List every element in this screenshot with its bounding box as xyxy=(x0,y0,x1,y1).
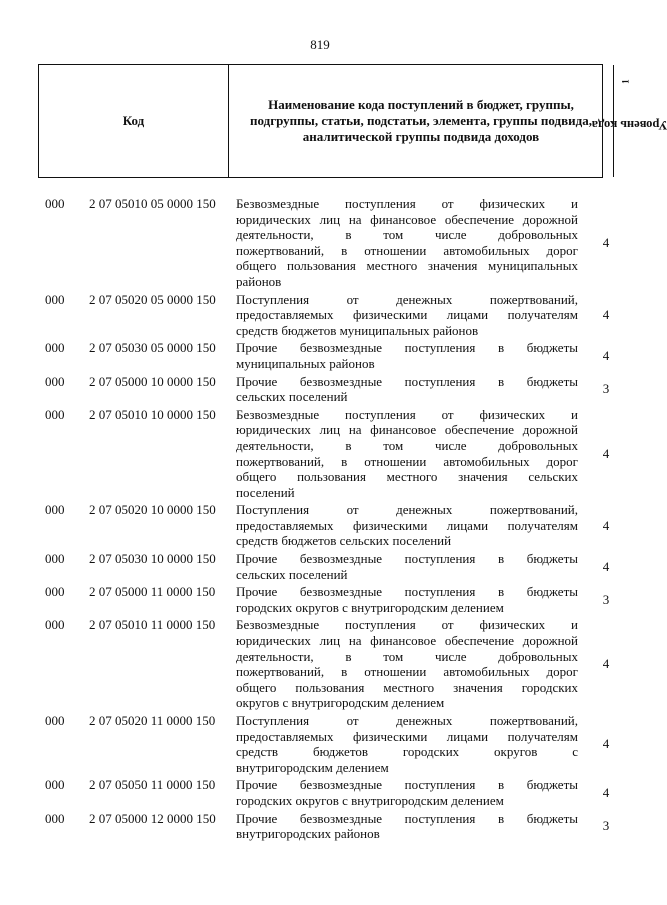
row-name-line: Прочие безвозмездные поступления в бюджеты xyxy=(236,777,578,793)
row-name xyxy=(236,374,578,405)
row-name-line: Прочие безвозмездные поступления в бюджеты xyxy=(236,340,578,356)
table-row xyxy=(0,811,640,842)
table-row xyxy=(0,551,640,582)
row-name-line: пожертвований, в отношении автомобильных дорог xyxy=(236,242,578,258)
row-name-line: Безвозмездные поступления от физических и xyxy=(236,617,578,633)
row-admin-code: 000 xyxy=(45,373,65,389)
row-level: 3 xyxy=(602,381,610,397)
row-level: 4 xyxy=(602,558,610,574)
row-admin-code: 000 xyxy=(45,777,65,793)
row-level: 3 xyxy=(602,818,610,834)
row-level: 4 xyxy=(602,307,610,323)
row-admin-code: 000 xyxy=(45,291,65,307)
table-row xyxy=(0,407,640,501)
table-row xyxy=(0,196,640,290)
header-code: Код xyxy=(39,65,229,177)
row-name xyxy=(236,292,578,339)
row-name xyxy=(236,617,578,711)
row-level: 4 xyxy=(602,785,610,801)
row-admin-code: 000 xyxy=(45,551,65,567)
row-name-line: городских округов с внутригородским делением xyxy=(236,792,504,808)
row-code: 2 07 05000 12 0000 150 xyxy=(89,810,216,826)
page-number: 819 xyxy=(310,37,330,52)
row-level: 4 xyxy=(602,234,610,250)
row-name-line: деятельности, в том числе добровольных xyxy=(236,437,578,453)
row-name-line: общего пользования местного значения муниципальных xyxy=(236,258,578,274)
row-name-line: сельских поселений xyxy=(236,566,348,582)
table-row xyxy=(0,502,640,549)
row-name xyxy=(236,340,578,371)
row-name-line: Поступления от денежных пожертвований, xyxy=(236,502,578,518)
row-name-line: Безвозмездные поступления от физических и xyxy=(236,406,578,422)
row-admin-code: 000 xyxy=(45,810,65,826)
row-name-line: предоставляемых физическими лицами получателям xyxy=(236,517,578,533)
row-name-line: внутригородских районов xyxy=(236,826,380,842)
row-name xyxy=(236,196,578,290)
row-name-line: общего пользования местного значения городских xyxy=(236,679,578,695)
row-name-line: общего пользования местного значения сельских xyxy=(236,469,578,485)
row-admin-code: 000 xyxy=(45,406,65,422)
header-name: Наименование кода поступлений в бюджет, группы, подгруппы, статьи, подстатьи, элемента, группы подвида, аналитической группы подвида доходов xyxy=(229,65,614,177)
row-name-line: средств бюджетов сельских поселений xyxy=(236,533,452,549)
table-row xyxy=(0,617,640,711)
row-code: 2 07 05050 11 0000 150 xyxy=(89,777,216,793)
row-name xyxy=(236,551,578,582)
row-code: 2 07 05010 10 0000 150 xyxy=(89,406,216,422)
table-row xyxy=(0,584,640,615)
row-name xyxy=(236,584,578,615)
table-row xyxy=(0,777,640,808)
table-row xyxy=(0,374,640,405)
row-name xyxy=(236,502,578,549)
row-name-line: районов xyxy=(236,273,282,289)
row-admin-code: 000 xyxy=(45,502,65,518)
header-level-text: Уровень кода xyxy=(591,117,667,132)
row-name-line: пожертвований, в отношении автомобильных дорог xyxy=(236,453,578,469)
row-admin-code: 000 xyxy=(45,340,65,356)
row-name-line: Прочие безвозмездные поступления в бюджеты xyxy=(236,584,578,600)
row-name-line: предоставляемых физическими лицами получателям xyxy=(236,307,578,323)
row-name xyxy=(236,811,578,842)
row-name-line: предоставляемых физическими лицами получателям xyxy=(236,728,578,744)
row-name-line: Прочие безвозмездные поступления в бюджеты xyxy=(236,551,578,567)
row-name-line: Поступления от денежных пожертвований, xyxy=(236,291,578,307)
row-name-line: Поступления от денежных пожертвований, xyxy=(236,713,578,728)
row-code: 2 07 05010 05 0000 150 xyxy=(89,196,216,211)
table-row xyxy=(0,292,640,339)
table-row xyxy=(0,713,640,775)
table-header xyxy=(38,64,667,178)
table-body xyxy=(0,196,640,844)
row-code: 2 07 05020 11 0000 150 xyxy=(89,713,216,728)
row-name-line: округов с внутригородским делением xyxy=(236,695,445,711)
row-name-line: Прочие безвозмездные поступления в бюджеты xyxy=(236,373,578,389)
row-code: 2 07 05010 11 0000 150 xyxy=(89,617,216,633)
header-level-label xyxy=(591,79,667,162)
row-name xyxy=(236,713,578,775)
row-name-line: деятельности, в том числе добровольных xyxy=(236,227,578,243)
row-name-line: средств бюджетов муниципальных районов xyxy=(236,322,479,338)
row-level: 4 xyxy=(602,517,610,533)
row-name-line: юридических лиц на финансовое обеспечение дорожной xyxy=(236,633,578,649)
row-admin-code: 000 xyxy=(45,196,65,211)
row-code: 2 07 05000 10 0000 150 xyxy=(89,373,216,389)
row-code: 2 07 05020 10 0000 150 xyxy=(89,502,216,518)
row-level: 4 xyxy=(602,736,610,752)
row-name-line: деятельности, в том числе добровольных xyxy=(236,648,578,664)
row-admin-code: 000 xyxy=(45,713,65,728)
row-level: 4 xyxy=(602,445,610,461)
row-level: 4 xyxy=(602,656,610,672)
row-code: 2 07 05000 11 0000 150 xyxy=(89,584,216,600)
row-name-line: внутригородским делением xyxy=(236,759,389,775)
row-admin-code: 000 xyxy=(45,617,65,633)
row-name-line: городских округов с внутригородским делением xyxy=(236,599,504,615)
row-admin-code: 000 xyxy=(45,584,65,600)
row-code: 2 07 05020 05 0000 150 xyxy=(89,291,216,307)
row-name-line: юридических лиц на финансовое обеспечение дорожной xyxy=(236,211,578,227)
row-name xyxy=(236,777,578,808)
row-name-line: Безвозмездные поступления от физических и xyxy=(236,196,578,211)
row-name-line: средств бюджетов городских округов с xyxy=(236,744,578,760)
header-level xyxy=(591,65,667,177)
row-name-line: пожертвований, в отношении автомобильных дорог xyxy=(236,664,578,680)
table-row xyxy=(0,340,640,371)
row-name-line: муниципальных районов xyxy=(236,355,375,371)
row-name-line: Прочие безвозмездные поступления в бюджеты xyxy=(236,810,578,826)
row-code: 2 07 05030 10 0000 150 xyxy=(89,551,216,567)
row-code: 2 07 05030 05 0000 150 xyxy=(89,340,216,356)
row-level: 4 xyxy=(602,348,610,364)
header-level-note: 1 xyxy=(620,79,631,84)
row-name xyxy=(236,407,578,501)
row-name-line: поселений xyxy=(236,484,295,500)
row-name-line: юридических лиц на финансовое обеспечение дорожной xyxy=(236,422,578,438)
row-name-line: сельских поселений xyxy=(236,389,348,405)
row-level: 3 xyxy=(602,592,610,608)
